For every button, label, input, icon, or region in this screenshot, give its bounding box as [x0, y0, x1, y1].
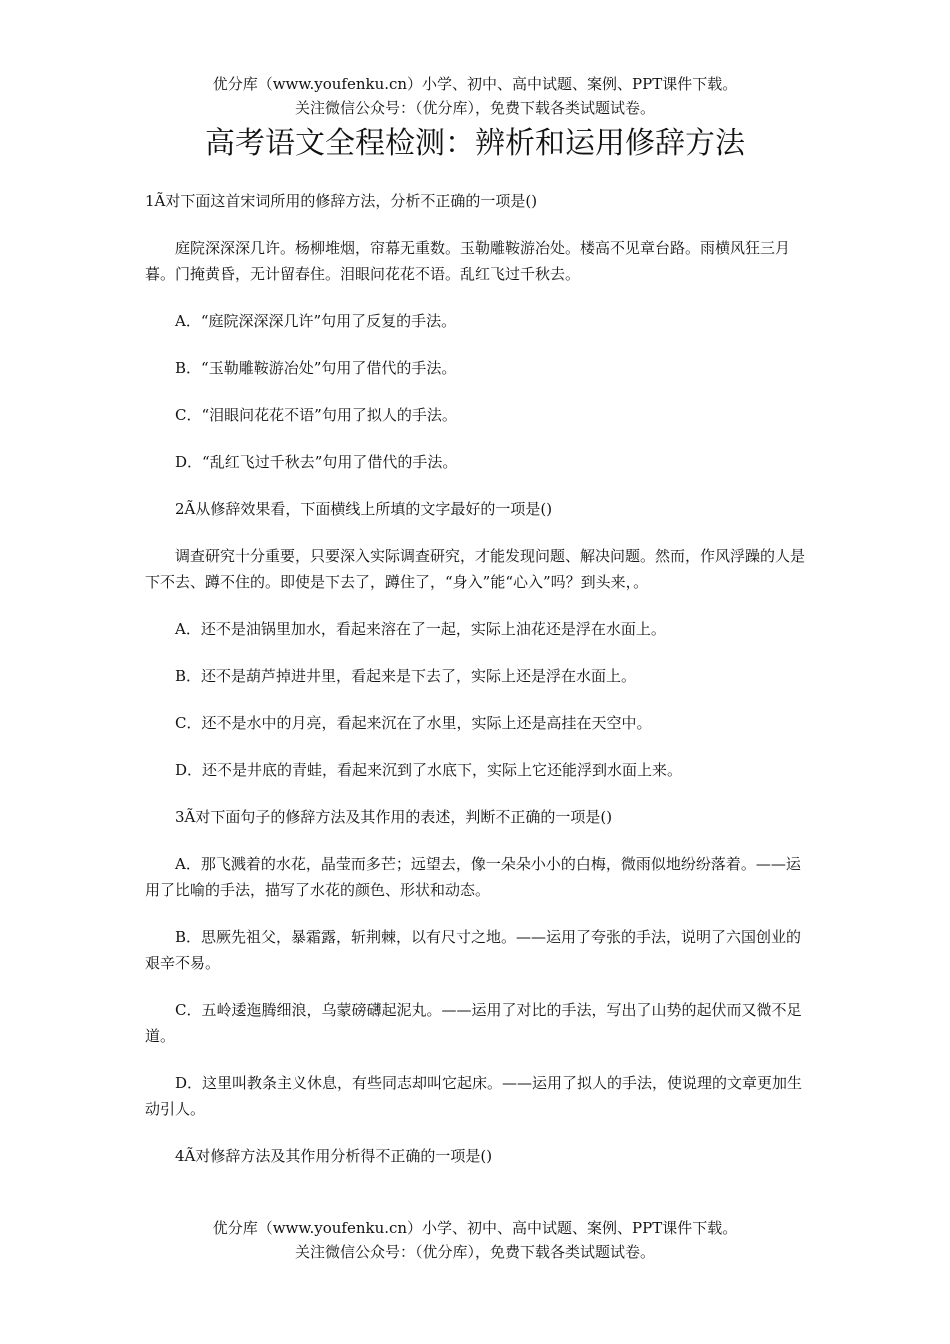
question-3-option-c: C．五岭逶迤腾细浪，乌蒙磅礴起泥丸。——运用了对比的手法，写出了山势的起伏而又微不足道。 — [145, 1001, 802, 1045]
question-2-option-b: B．还不是葫芦掉进井里，看起来是下去了，实际上还是浮在水面上。 — [175, 667, 637, 685]
question-3-option-d: D．这里叫教条主义休息，有些同志却叫它起床。——运用了拟人的手法，使说理的文章更加生动引人。 — [145, 1074, 803, 1118]
document-title: 高考语文全程检测：辨析和运用修辞方法 — [205, 126, 745, 161]
question-1-option-b: B．“玉勒雕鞍游冶处”句用了借代的手法。 — [175, 359, 457, 377]
footer-line-1: 优分库（www.youfenku.cn）小学、初中、高中试题、案例、PPT课件下载。 — [212, 1219, 738, 1237]
question-1-option-d: D．“乱红飞过千秋去”句用了借代的手法。 — [175, 453, 458, 471]
document-body — [145, 188, 810, 1169]
page-footer — [0, 1216, 950, 1264]
question-1-option-a: A．“庭院深深深几许”句用了反复的手法。 — [175, 312, 457, 330]
question-3-option-b: B．思厥先祖父，暴霜露，斩荆棘，以有尺寸之地。——运用了夸张的手法，说明了六国创业的艰辛不易。 — [145, 928, 802, 972]
question-2-stem: 2Ã从修辞效果看，下面横线上所填的文字最好的一项是() — [175, 500, 553, 518]
question-2-option-a: A．还不是油锅里加水，看起来溶在了一起，实际上油花还是浮在水面上。 — [175, 620, 666, 638]
question-3-stem: 3Ã对下面句子的修辞方法及其作用的表述，判断不正确的一项是() — [175, 808, 613, 826]
question-2-passage: 调查研究十分重要，只要深入实际调查研究，才能发现问题、解决问题。然而，作风浮躁的人是下不去、蹲不住的。即使是下去了，蹲住了，“身入”能“心入”吗？到头来，。 — [145, 547, 806, 591]
question-3-option-a: A．那飞溅着的水花，晶莹而多芒；远望去，像一朵朵小小的白梅，微雨似地纷纷落着。——运用了比喻的手法，描写了水花的颜色、形状和动态。 — [145, 855, 801, 899]
question-1-passage: 庭院深深深几许。杨柳堆烟，帘幕无重数。玉勒雕鞍游冶处。楼高不见章台路。雨横风狂三月暮。门掩黄昏，无计留春住。泪眼问花花不语。乱红飞过千秋去。 — [145, 239, 791, 283]
question-2-option-c: C．还不是水中的月亮，看起来沉在了水里，实际上还是高挂在天空中。 — [175, 714, 652, 732]
question-1-option-c: C．“泪眼问花花不语”句用了拟人的手法。 — [175, 406, 457, 424]
question-2-option-d: D．还不是井底的青蛙，看起来沉到了水底下，实际上它还能浮到水面上来。 — [175, 761, 683, 779]
question-4-stem: 4Ã对修辞方法及其作用分析得不正确的一项是() — [175, 1147, 493, 1165]
header-line-2: 关注微信公众号：（优分库），免费下载各类试题试卷。 — [294, 99, 655, 117]
footer-line-2: 关注微信公众号：（优分库），免费下载各类试题试卷。 — [294, 1243, 655, 1261]
question-1-stem: 1Ã对下面这首宋词所用的修辞方法，分析不正确的一项是() — [145, 192, 538, 210]
page-header — [0, 72, 950, 120]
header-line-1: 优分库（www.youfenku.cn）小学、初中、高中试题、案例、PPT课件下载。 — [212, 75, 738, 93]
